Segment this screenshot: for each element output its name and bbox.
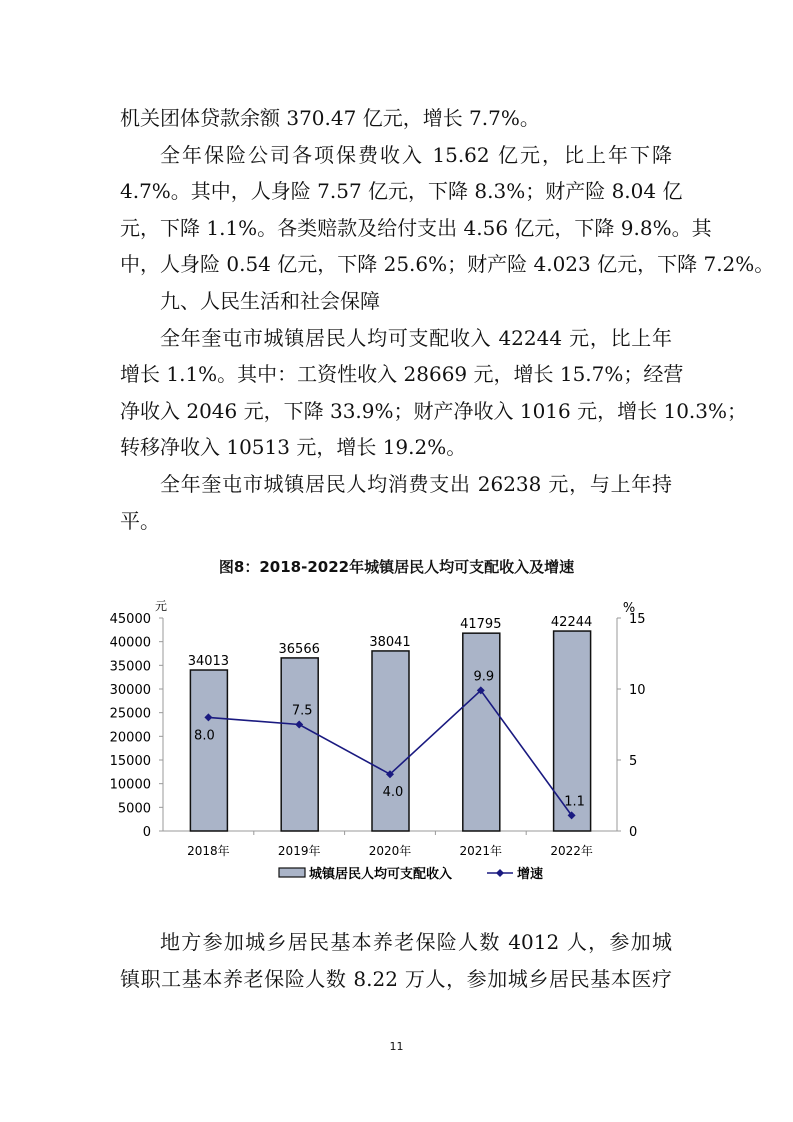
left-tick-label: 45000 — [109, 612, 151, 627]
left-tick-label: 35000 — [109, 659, 151, 675]
text-line: 平。 — [120, 508, 160, 533]
bar-value-label: 36566 — [278, 641, 320, 657]
legend-bar-swatch — [279, 868, 305, 877]
text-line: 净收入 2046 元，下降 33.9%；财产净收入 1016 元，增长 10.3%； — [120, 398, 748, 423]
left-tick-label: 30000 — [109, 683, 151, 698]
x-tick-label: 2020年 — [368, 844, 412, 858]
text-line: 增长 1.1%。其中：工资性收入 28669 元，增长 15.7%；经营 — [120, 362, 684, 387]
text-line: 机关团体贷款余额 370.47 亿元，增长 7.7%。 — [120, 106, 540, 130]
income-chart — [0, 590, 793, 900]
right-tick-label: 10 — [629, 683, 646, 698]
income-bar — [281, 658, 318, 831]
income-bar — [463, 633, 500, 831]
left-tick-label: 25000 — [109, 706, 151, 722]
text-line: 全年奎屯市城镇居民人均消费支出 26238 元，与上年持 — [160, 472, 672, 496]
text-line: 全年奎屯市城镇居民人均可支配收入 42244 元，比上年 — [160, 325, 672, 350]
bar-value-label: 41795 — [460, 617, 502, 633]
text-line: 九、人民生活和社会保障 — [160, 289, 380, 313]
left-tick-label: 15000 — [109, 754, 151, 769]
left-tick-label: 5000 — [117, 801, 151, 817]
text-line: 全年保险公司各项保费收入 15.62 亿元，比上年下降 — [160, 142, 672, 167]
text-line: 转移净收入 10513 元，增长 19.2%。 — [120, 435, 467, 460]
text-line: 中，人身险 0.54 亿元，下降 25.6%；财产险 4.023 亿元，下降 7.2%。 — [120, 252, 775, 277]
bar-value-label: 38041 — [369, 634, 411, 650]
income-bar — [372, 651, 409, 831]
page-number: 11 — [389, 1040, 404, 1053]
chart-title: 图8：2018-2022年城镇居民人均可支配收入及增速 — [218, 558, 575, 576]
left-tick-label: 0 — [142, 825, 151, 840]
growth-value-label: 9.9 — [473, 669, 495, 685]
left-tick-label: 20000 — [109, 730, 151, 746]
growth-value-label: 7.5 — [291, 703, 313, 719]
right-tick-label: 0 — [629, 825, 638, 840]
text-line: 4.7%。其中，人身险 7.57 亿元，下降 8.3%；财产险 8.04 亿 — [120, 179, 683, 204]
growth-value-label: 8.0 — [194, 728, 215, 744]
legend-bar-label: 城镇居民人均可支配收入 — [309, 867, 453, 882]
right-tick-label: 15 — [629, 612, 646, 627]
left-tick-label: 10000 — [109, 777, 151, 793]
bar-value-label: 42244 — [550, 615, 593, 631]
legend-line-label: 增速 — [517, 867, 544, 882]
left-axis-unit: 元 — [154, 599, 168, 613]
text-line: 元，下降 1.1%。各类赔款及给付支出 4.56 亿元，下降 9.8%。其 — [120, 215, 712, 240]
x-tick-label: 2018年 — [187, 844, 230, 858]
left-tick-label: 40000 — [109, 635, 151, 651]
income-bar — [190, 670, 227, 831]
bar-value-label: 34013 — [187, 654, 230, 670]
right-tick-label: 5 — [629, 754, 638, 769]
right-axis-unit: % — [622, 601, 636, 616]
x-tick-label: 2021年 — [459, 844, 503, 858]
growth-value-label: 1.1 — [564, 794, 585, 810]
growth-value-label: 4.0 — [382, 785, 404, 801]
x-tick-label: 2022年 — [550, 844, 593, 858]
x-tick-label: 2019年 — [277, 844, 321, 858]
text-line: 镇职工基本养老保险人数 8.22 万人，参加城乡居民基本医疗 — [120, 966, 672, 991]
legend-line-marker — [496, 869, 504, 877]
text-line: 地方参加城乡居民基本养老保险人数 4012 人，参加城 — [160, 930, 672, 954]
